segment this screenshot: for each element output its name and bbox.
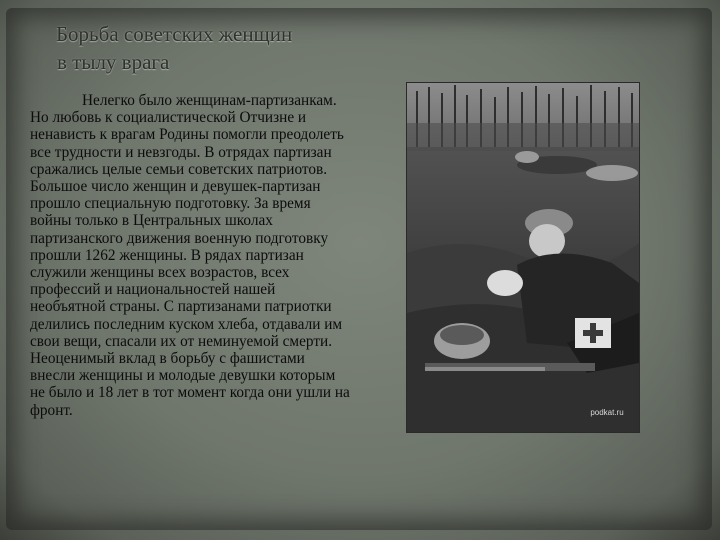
historical-photo xyxy=(407,83,639,432)
title-line-1: Борьба советских женщин xyxy=(56,22,293,46)
body-text: Нелегко было женщинам-партизанкам. Но любовь к социалистической Отчизне и ненависть к врагам Родины помогли преодолеть все трудности и невзгоды. В отрядах партизан сражались целые семьи советских патриотов. Большое число женщин и девушек-партизан прошло специальную подготовку. За время войны только в Центральных школах партизанского движения военную подготовку прошли 1262 женщины. В рядах партизан служили женщины всех возрастов, всех профессий и национальностей нашей необъятной страны. С партизанами патриотки делились последним куском хлеба, отдавали им свои вещи, спасали их от неминуемой смерти. Неоценимый вклад в борьбу с фашистами внесли женщины и молодые девушки которым не было и 18 лет в тот момент когда они ушли на фронт. xyxy=(30,92,350,419)
photo-watermark: podkat.ru xyxy=(590,408,624,417)
slide-title xyxy=(56,20,396,76)
photo-image xyxy=(407,83,639,432)
title-line-2: в тылу врага xyxy=(57,50,170,74)
body-paragraph xyxy=(30,92,352,419)
